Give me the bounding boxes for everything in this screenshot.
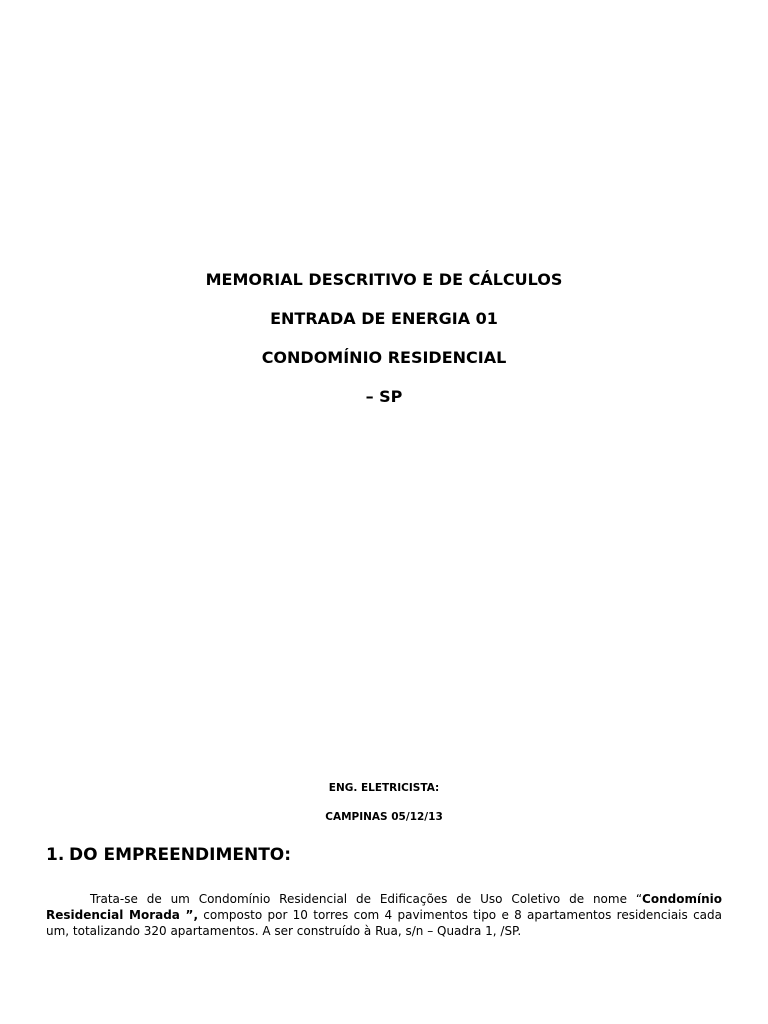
paragraph-rest-text: composto por 10 torres com 4 pavimentos tipo e 8 apartamentos residenciais cada um, totalizando 320 apartamentos. A ser construído à Rua, s/n – Quadra 1, /SP.: [46, 908, 722, 938]
engineer-label: ENG. ELETRICISTA:: [328, 782, 440, 794]
paragraph-condominium-name: Condomínio Residencial Morada ”,: [46, 892, 722, 922]
paragraph-intro-text: Trata-se de um Condomínio Residencial de Edificações de Uso Coletivo de nome “: [90, 892, 643, 906]
place-date: CAMPINAS 05/12/13: [325, 811, 443, 823]
title-line-entrada-energia: ENTRADA DE ENERGIA 01: [270, 309, 498, 328]
document-title-block: [0, 268, 768, 424]
section-heading-empreendimento: [46, 843, 291, 867]
title-line-memorial: MEMORIAL DESCRITIVO E DE CÁLCULOS: [205, 270, 563, 289]
section-title: DO EMPREENDIMENTO:: [69, 845, 292, 865]
title-line-state: – SP: [365, 387, 403, 406]
signature-block: [0, 780, 768, 838]
section-number: 1.: [46, 845, 65, 865]
title-line-condominio: CONDOMÍNIO RESIDENCIAL: [261, 348, 507, 367]
section-paragraph: [46, 891, 722, 939]
